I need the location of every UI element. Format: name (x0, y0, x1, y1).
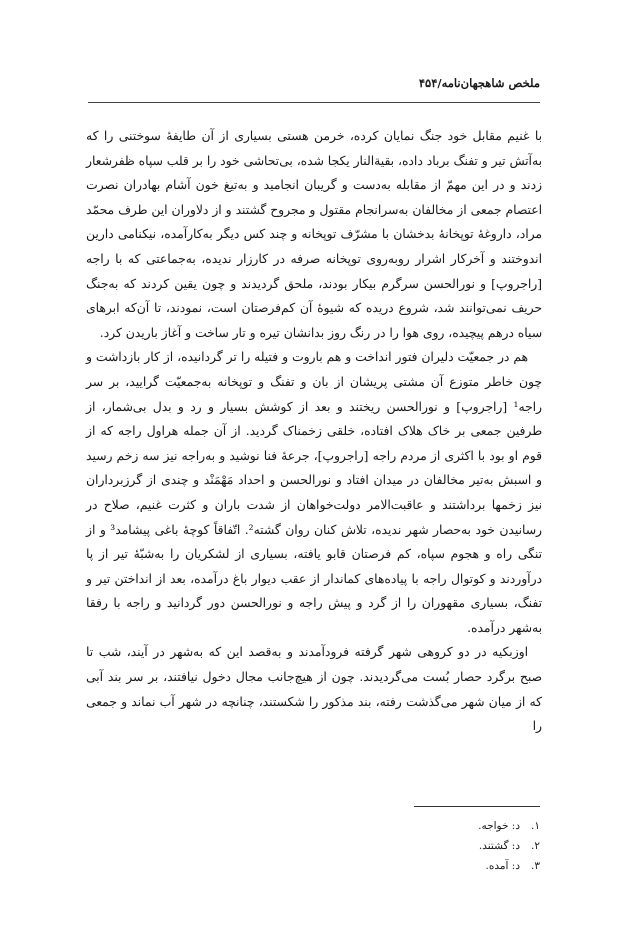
footnote (240, 856, 540, 876)
header-rule (88, 102, 540, 103)
footnote-number: ۳. (531, 860, 540, 872)
paragraph: هم در جمعیّت دلیران فتور انداخت و هم باروت و فتیله را تر گردانیده، از کار بازداشت و چون خاطر متوزع آن مشتی پریشان از بان و تفنگ و توپخانه به‌جمعیّت گرایید، بر سر راجه¹ [راجروپ] و نورالحسن ریختند و بعد از کوشش بسیار و رد و بدل بی‌شمار، از طرفین جمعی بر خاک هلاک افتاده، خلقی زخمناک گردید. از آن جمله هراول راجه که از قوم او بود با اکثری از مردم راجه [راجروپ]، جرعهٔ فنا نوشید و به‌راجه نیز سه زخم رسید و اسبش به‌تیر مخالفان در میدان افتاد و نورالحسن و احداد مَهْمَنْد و چندی از گرزبرداران نیز زخمها برداشتند و عاقبت‌الامر دولت‌خواهان از شدت باران و کثرت غنیم، صلاح در رسانیدن خود به‌حصار شهر ندیده، تلاش کنان روان گشته². اتّفاقاً کوچهٔ باغی پیشامد³ و از تنگی راه و هجوم سپاه، کم فرصتان قابو یافته، بسیاری از لشکریان را به‌شبّهٔ تیر از پا درآوردند و کوتوال راجه با پیاده‌های کماندار از عقب دیوار باغ درآمده، بعد از انداختن تیر و تفنگ، بسیاری مقهوران را از گرد و پیش راجه و نورالحسن دور گردانید و راجه با رفقا به‌شهر درآمده. (86, 350, 542, 635)
footnote-text: د: گشتند. (478, 840, 520, 852)
running-head: ملخص شاهجهان‌نامه/۴۵۴ (418, 76, 540, 90)
footnote-text: د: خواجه. (478, 820, 520, 832)
footnote-number: ۱. (531, 820, 540, 832)
paragraph: با غنیم مقابل خود جنگ نمایان کرده، خرمن هستی بسیاری از آن طایفهٔ سوختنی را که به‌آتش تیر و تفنگ برباد داده، بقیةالنار یکجا شده، بی‌تحاشی خود را بر قلب سپاه ظفرشعار زدند و در این مهمّ از مقابله به‌دست و گریبان انجامید و به‌تیغ خون آشام بهادران نصرت اعتصام جمعی از مخالفان به‌سرانجام مقتول و مجروح گشتند و از دلاوران این طرف محمّد مراد، داروغهٔ توپخانهٔ بدخشان با مشرّف توپخانه و چند کس دیگر به‌کارآمده، نیکنامی دارین اندوختند و آخرکار اشرار روبه‌روی توپخانه صرفه در کارزار ندیده، به‌جماعتی که با راجه [راجروپ] و نورالحسن سرگرم بیکار بودند، ملحق گردیدند و چون یقین کردند که به‌جنگ حریف نمی‌توانند شد، شروع دریده که شیوهٔ آن کم‌فرصتان است، نمودند، تا آن‌که ابرهای سیاه درهم پیچیده، روی هوا را در رنگ روز بدانشان تیره و تار ساخت و آغاز باریدن کرد. (86, 129, 542, 340)
footnote (240, 836, 540, 856)
paragraph: اوزبکیه در دو کروهی شهر گرفته فرودآمدند و به‌قصد این که به‌شهر در آیند، شب تا صبح برگرد حصار بُست می‌گردیدند. چون از هیچ‌جانب مجال دخول نیافتند، بر سر بند آبی که از میان شهر می‌گذشت رفته، بند مذکور را شکستند، چنانچه در شهر آب نماند و جمعی را (86, 645, 542, 734)
footnotes (240, 816, 540, 876)
body-text (86, 124, 542, 739)
footnote-number: ۲. (531, 840, 540, 852)
footnote-rule (414, 806, 540, 807)
footnote (240, 816, 540, 836)
footnote-text: د: آمده. (485, 860, 520, 872)
